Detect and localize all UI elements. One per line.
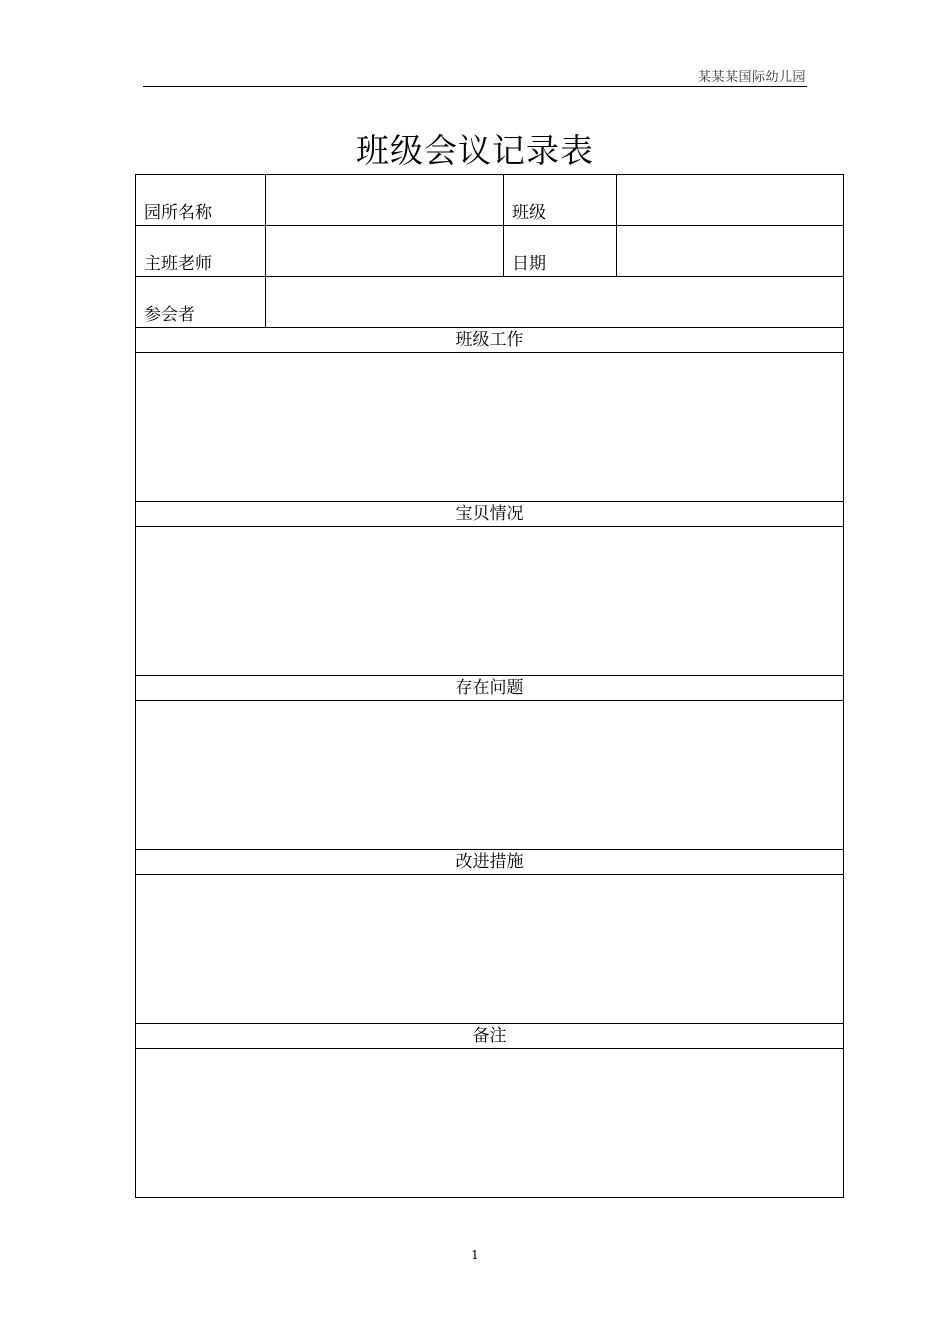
head-teacher-label: 主班老师 [136,226,266,277]
class-label: 班级 [504,175,617,226]
section-improvements-body-row [136,875,844,1024]
section-class-work-header-row [136,328,844,353]
date-label: 日期 [504,226,617,277]
section-heading-improvements: 改进措施 [136,850,844,875]
section-body-improvements[interactable] [136,875,844,1024]
section-body-class-work[interactable] [136,353,844,502]
section-heading-problems: 存在问题 [136,676,844,701]
section-heading-notes: 备注 [136,1024,844,1049]
header-org-name: 某某某国际幼儿园 [697,70,806,85]
section-body-notes[interactable] [136,1049,844,1198]
page-number: 1 [471,1248,479,1262]
form-row-attendees [136,277,844,328]
section-children-body-row [136,527,844,676]
section-children-header-row [136,502,844,527]
header-rule [143,86,807,87]
document-title: 班级会议记录表 [356,131,594,170]
section-notes-body-row [136,1049,844,1198]
section-body-problems[interactable] [136,701,844,850]
school-name-field[interactable] [266,175,504,226]
school-name-label: 园所名称 [136,175,266,226]
section-notes-header-row [136,1024,844,1049]
meeting-record-form [135,174,844,1198]
form-row-school-class [136,175,844,226]
class-field[interactable] [617,175,844,226]
head-teacher-field[interactable] [266,226,504,277]
section-heading-children-status: 宝贝情况 [136,502,844,527]
attendees-field[interactable] [266,277,844,328]
section-class-work-body-row [136,353,844,502]
section-problems-body-row [136,701,844,850]
date-field[interactable] [617,226,844,277]
section-improvements-header-row [136,850,844,875]
section-heading-class-work: 班级工作 [136,328,844,353]
attendees-label: 参会者 [136,277,266,328]
form-row-teacher-date [136,226,844,277]
section-body-children-status[interactable] [136,527,844,676]
section-problems-header-row [136,676,844,701]
